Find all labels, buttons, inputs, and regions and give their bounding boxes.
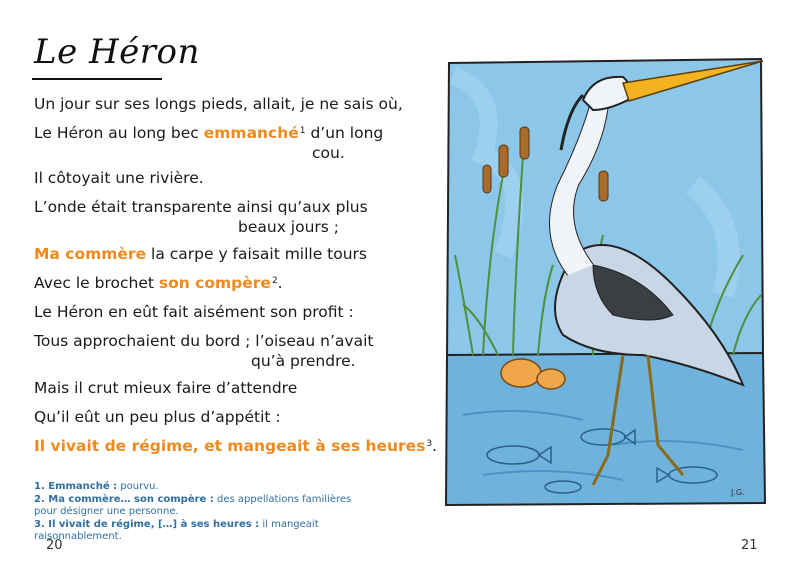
poem-line-4-cont: beaux jours ;: [238, 218, 340, 236]
poem-line-7: Le Héron en eût fait aisément son profit :: [34, 303, 354, 321]
footnote-ref-2: 2: [271, 276, 278, 286]
poem-title: Le Héron: [34, 32, 200, 72]
poem-line-5: [34, 244, 367, 264]
footnote-2: 2. Ma commère… son compère : des appellations familières: [34, 493, 352, 505]
poem-line-5-b: la carpe y faisait mille tours: [146, 245, 368, 263]
term-ma-commere: Ma commère: [34, 245, 147, 263]
poem-line-10: Qu’il eût un peu plus d’appétit :: [34, 408, 281, 426]
footnote-1: 1. Emmanché : pourvu.: [34, 481, 159, 492]
heron-illustration: [443, 55, 766, 509]
footnotes: [34, 481, 394, 544]
page-number-right: 21: [741, 538, 758, 553]
poem-line-2-b: d’un long: [305, 124, 384, 142]
poem-line-4: L’onde était transparente ainsi qu’aux plus: [34, 198, 368, 216]
footnote-2-cont: pour désigner une personne.: [34, 506, 179, 517]
poem-line-6-a: Avec le brochet: [34, 274, 159, 292]
poem-line-9: Mais il crut mieux faire d’attendre: [34, 379, 298, 397]
poem-line-2-a: Le Héron au long bec: [34, 124, 204, 142]
footnote-3: 3. Il vivait de régime, […] à ses heures : il mangeait raisonnablement.: [34, 518, 319, 542]
term-son-compere: son compère: [158, 274, 271, 292]
poem-line-2-cont: cou.: [312, 144, 345, 162]
poem-line-8: Tous approchaient du bord ; l’oiseau n’avait: [34, 332, 374, 350]
poem-line-6-b: .: [277, 274, 283, 292]
footnote-ref-1: 1: [299, 126, 306, 136]
footnote-ref-3: 3: [426, 439, 433, 449]
poem-line-11-b: .: [432, 437, 438, 455]
poem-line-6: [34, 273, 283, 293]
poem-line-3: Il côtoyait une rivière.: [34, 169, 204, 187]
term-emmanche: emmanché: [203, 124, 299, 142]
poem-line-8-cont: qu’à prendre.: [251, 352, 356, 370]
poem-line-1: Un jour sur ses longs pieds, allait, je ne sais où,: [34, 95, 403, 113]
title-underline: [32, 78, 162, 80]
term-il-vivait: Il vivait de régime, et mangeait à ses heures: [34, 437, 426, 455]
illustrator-signature: J.G.: [731, 488, 745, 497]
page-number-left: 20: [46, 538, 63, 553]
poem-line-2: [34, 123, 383, 143]
poem-line-11: [34, 436, 437, 456]
